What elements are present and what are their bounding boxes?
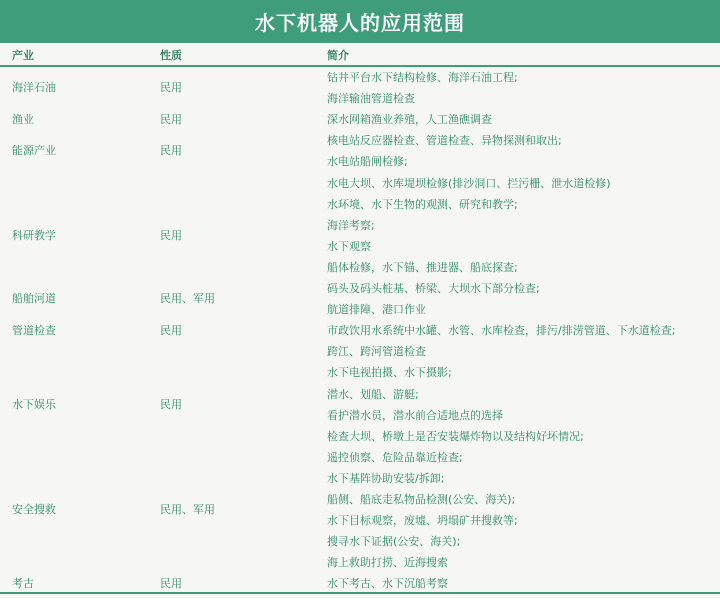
intro-line: 搜寻水下证据(公安、海关); [327, 535, 461, 549]
intro-line: 看护潜水员，潜水前合适地点的选择 [327, 408, 503, 422]
intro-line: 跨江、跨河管道检查 [327, 345, 426, 359]
intro-line: 海洋考察; [327, 218, 375, 232]
intro-line: 航道排障、港口作业 [327, 303, 426, 317]
industry-cell: 船舶河道 [12, 292, 56, 305]
intro-line: 水下目标观察，废墟、坍塌矿井搜救等; [327, 514, 518, 528]
intro-line: 钻井平台水下结构检修、海洋石油工程; [327, 71, 518, 84]
intro-line: 核电站反应器检查、管道检查、异物探测和取出; [327, 134, 562, 148]
nature-cell: 民用、军用 [160, 503, 215, 516]
nature-cell: 民用 [160, 324, 182, 338]
table-header-row [0, 43, 720, 67]
intro-line: 船侧、船底走私物品检测(公安、海关); [327, 493, 516, 506]
nature-cell: 民用 [160, 144, 182, 158]
intro-line: 深水网箱渔业养殖，人工渔礁调查 [327, 113, 492, 127]
industry-cell: 海洋石油 [12, 81, 56, 94]
intro-line: 水下电视拍摄、水下摄影; [327, 366, 452, 380]
industry-cell: 管道检查 [12, 324, 56, 338]
industry-cell: 水下娱乐 [12, 397, 56, 411]
industry-cell: 能源产业 [12, 144, 56, 158]
nature-cell: 民用 [160, 577, 182, 591]
nature-cell: 民用 [160, 228, 182, 242]
nature-cell: 民用 [160, 113, 182, 127]
industry-cell: 考古 [12, 577, 34, 591]
intro-line: 检查大坝、桥墩上是否安装爆炸物以及结构好坏情况; [327, 429, 584, 443]
intro-line: 水电大坝、水库堤坝检修(排沙洞口、拦污栅、泄水道检修) [327, 176, 611, 190]
industry-cell: 科研教学 [12, 228, 56, 242]
table-title-bar [0, 0, 720, 43]
header-nature: 性质 [160, 49, 182, 62]
intro-line: 市政饮用水系统中水罐、水管、水库检查，排污/排涝管道、下水道检查; [327, 324, 676, 338]
header-intro: 简介 [327, 49, 349, 62]
table-title: 水下机器人的应用范围 [255, 11, 465, 35]
intro-line: 海上救助打捞、近海搜索 [327, 556, 448, 570]
intro-line: 遥控侦察、危险品靠近检查; [327, 450, 463, 464]
nature-cell: 民用 [160, 397, 182, 411]
intro-line: 水电站船闸检修; [327, 155, 408, 169]
nature-cell: 民用、军用 [160, 292, 215, 305]
intro-line: 水下基阵协助安装/拆卸; [327, 471, 445, 485]
header-industry: 产业 [12, 49, 34, 62]
intro-line: 水下考古、水下沉船考察 [327, 577, 448, 591]
bottom-rule [0, 592, 720, 594]
intro-line: 潜水、划船、游艇; [327, 387, 419, 401]
intro-line: 水环境、水下生物的观测、研究和教学; [327, 197, 518, 211]
industry-cell: 安全搜救 [12, 503, 56, 516]
intro-line: 水下观察 [327, 239, 371, 253]
industry-cell: 渔业 [12, 113, 34, 127]
intro-line: 海洋输油管道检查 [327, 92, 415, 106]
intro-line: 码头及码头桩基、桥梁、大坝水下部分检查; [327, 282, 540, 295]
nature-cell: 民用 [160, 81, 182, 94]
intro-line: 船体检修，水下锚、推进器、船底探查; [327, 260, 518, 274]
